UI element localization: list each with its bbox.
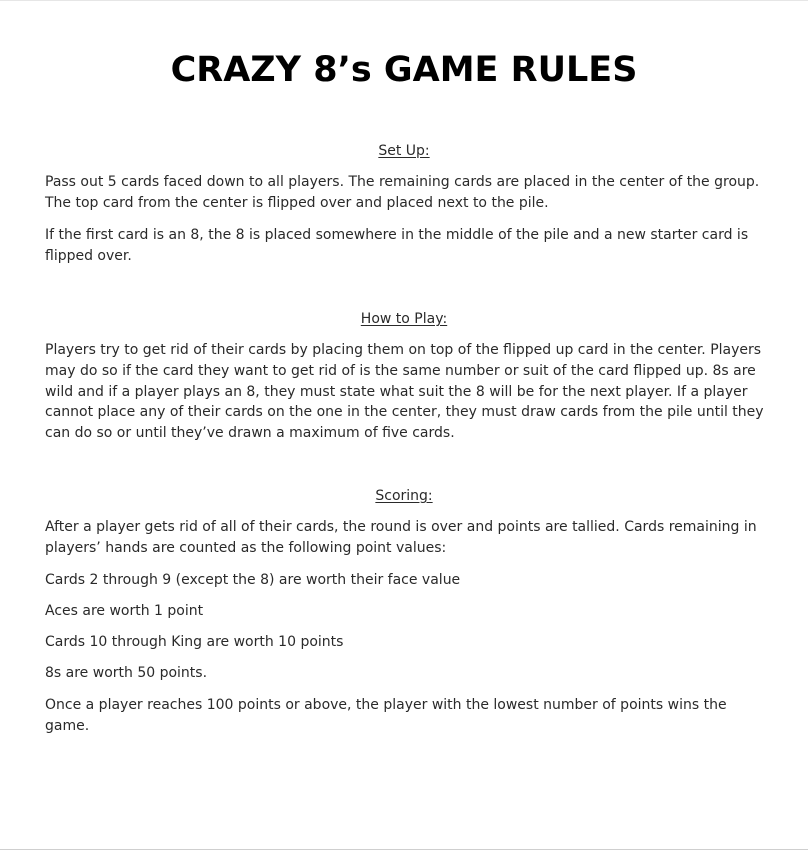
page-title: CRAZY 8’s GAME RULES [170,50,638,90]
scoring-intro-paragraph: After a player gets rid of all of their cards, the round is over and points are tallied. Cards remaining in players’ hands are counted as the following point values: [45,519,757,556]
scoring-winning-paragraph: Once a player reaches 100 points or above, the player with the lowest number of points wins the game. [45,697,727,734]
scoring-rule-ten-to-king: Cards 10 through King are worth 10 points [45,634,344,650]
setup-paragraph-1: Pass out 5 cards faced down to all players. The remaining cards are placed in the center of the group. The top card from the center is flipped over and placed next to the pile. [45,174,760,211]
how-to-play-heading: How to Play: [360,311,448,327]
scoring-rule-aces: Aces are worth 1 point [45,603,204,619]
bottom-divider [0,849,808,850]
scoring-rule-face-value: Cards 2 through 9 (except the 8) are worth their face value [45,572,461,588]
scoring-rule-eights: 8s are worth 50 points. [45,665,208,681]
how-to-play-paragraph: Players try to get rid of their cards by placing them on top of the flipped up card in the center. Players may do so if the card they want to get rid of is the same number or suit of the card flipped up. 8s are wild and if a player plays an 8, they must state what suit the 8 will be for the next player. If a player cannot place any of their cards on the one in the center, they must draw cards from the pile until they can do so or until they’ve drawn a maximum of five cards. [45,342,764,442]
setup-heading: Set Up: [378,143,430,159]
scoring-heading: Scoring: [375,488,433,504]
top-divider [0,0,808,1]
setup-paragraph-2: If the first card is an 8, the 8 is placed somewhere in the middle of the pile and a new starter card is flipped over. [45,227,749,264]
